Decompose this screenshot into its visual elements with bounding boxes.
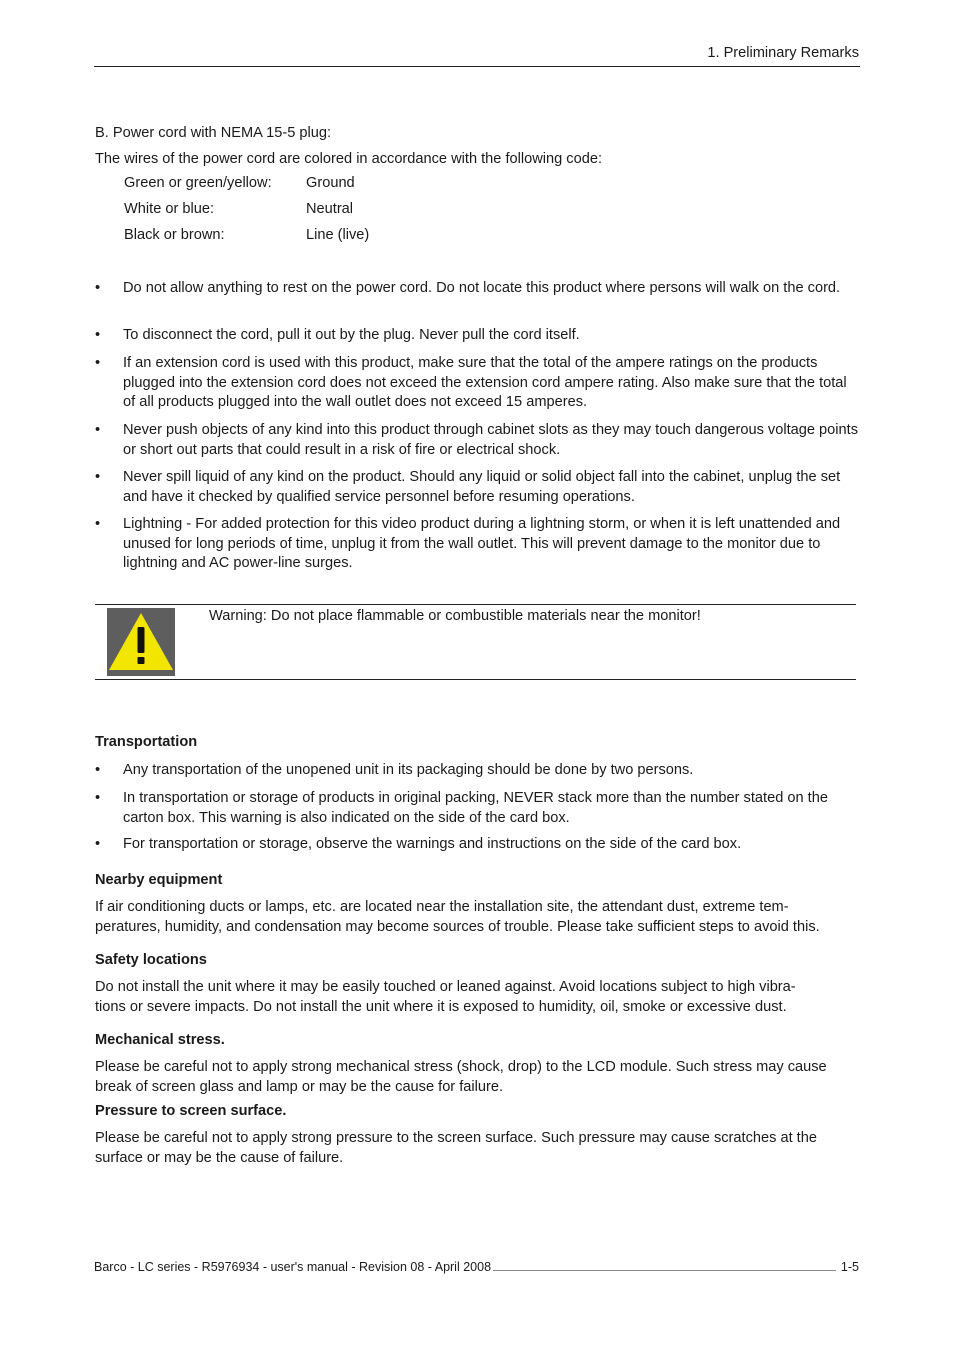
transport-bullet [94,835,860,855]
bullet-dot: • [95,516,101,532]
bullet-text: Do not allow anything to rest on the power cord. Do not locate this product where persons will walk on the cord. [123,280,841,296]
safety-bullet [94,326,860,346]
bullet-dot: • [95,469,101,485]
page-number: 1-5 [840,1260,859,1274]
bullet-text: Any transportation of the unopened unit in its packaging should be done by two persons. [123,762,694,778]
safety-locations-line: Do not install the unit where it may be easily touched or leaned against. Avoid locations subject to high vibra- [95,979,796,995]
warning-triangle-graphic [107,608,175,676]
code-row [124,201,354,217]
bullet-dot: • [95,280,101,296]
nearby-line: peratures, humidity, and condensation may become sources of trouble. Please take sufficient steps to avoid this. [95,918,820,935]
bullet-dot: • [95,762,101,778]
safety-bullet [94,354,860,413]
bullet-text: In transportation or storage of products in original packing, NEVER stack more than the number stated on the carton box. This warning is also indicated on the side of the card box. [123,790,828,826]
safety-locations-line: tions or severe impacts. Do not install the unit where it is exposed to humidity, oil, smoke or excessive dust. [95,998,787,1015]
bullet-text: Never spill liquid of any kind on the product. Should any liquid or solid object fall into the cabinet, unplug the set and have it checked by qualified service personnel before resuming operations. [123,469,841,505]
warning-box [95,604,856,680]
bullet-text: If an extension cord is used with this product, make sure that the total of the ampere ratings on the products plugged into the extension cord does not exceed the extension cord ampere rating. Also make sure that the total of all products plugged into the wall outlet does not exceed 15 amperes. [123,355,847,410]
bullet-text: For transportation or storage, observe the warnings and instructions on the side of the card box. [123,836,742,852]
footer-rule [466,1270,836,1271]
safety-locations-heading: Safety locations [95,952,207,968]
code-value: Ground [306,175,355,191]
code-value: Neutral [306,201,354,217]
safety-locations-text [95,978,857,1017]
safety-bullet [94,421,860,460]
pressure-heading: Pressure to screen surface. [95,1103,287,1119]
bullet-dot: • [95,790,101,806]
mechanical-text: Please be careful not to apply strong mechanical stress (shock, drop) to the LCD module. Such stress may cause break of screen glass and lamp or may be the cause for failure. [95,1059,827,1095]
warning-text: Warning: Do not place flammable or combustible materials near the monitor! [209,608,701,624]
safety-bullet [94,468,860,507]
nearby-text [95,898,857,937]
code-label: Black or brown: [124,227,225,243]
safety-bullet [94,279,860,299]
code-row [124,227,370,243]
transportation-heading: Transportation [95,734,198,750]
bullet-dot: • [95,327,101,343]
bullet-dot: • [95,422,101,438]
bullet-text: To disconnect the cord, pull it out by the plug. Never pull the cord itself. [123,327,580,343]
bullet-dot: • [95,836,101,852]
footer-document-info: Barco - LC series - R5976934 - user's manual - Revision 08 - April 2008 [94,1260,492,1274]
warning-triangle-icon [107,608,175,676]
section-title: 1. Preliminary Remarks [707,45,859,61]
safety-bullet [94,515,860,574]
transport-bullet [94,761,860,781]
nearby-heading: Nearby equipment [95,872,223,888]
power-cord-subtitle: B. Power cord with NEMA 15-5 plug: [95,125,332,141]
code-label: Green or green/yellow: [124,175,272,191]
page-header [94,44,860,67]
bullet-dot: • [95,355,101,371]
mechanical-heading: Mechanical stress. [95,1032,225,1048]
pressure-text: Please be careful not to apply strong pressure to the screen surface. Such pressure may cause scratches at the surface or may be the cause of failure. [95,1130,817,1166]
transport-bullet [94,789,860,828]
code-label: White or blue: [124,201,215,217]
bullet-text: Lightning - For added protection for this video product during a lightning storm, or when it is left unattended and unused for long periods of time, unplug it from the wall outlet. This will prevent damage to the monitor due to lightning and AC power-line surges. [123,516,841,571]
bullet-text: Never push objects of any kind into this product through cabinet slots as they may touch dangerous voltage points or short out parts that could result in a risk of fire or electrical shock. [123,422,858,458]
code-value: Line (live) [306,227,370,243]
nearby-line: If air conditioning ducts or lamps, etc. are located near the installation site, the attendant dust, extreme tem- [95,899,789,915]
power-cord-intro: The wires of the power cord are colored in accordance with the following code: [95,151,602,167]
code-row [124,175,355,191]
